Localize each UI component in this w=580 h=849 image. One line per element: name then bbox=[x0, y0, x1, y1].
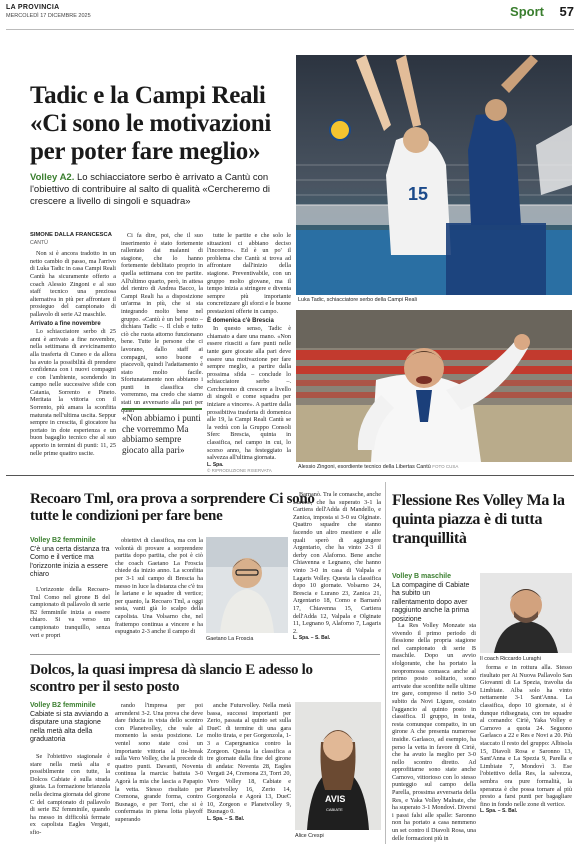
photo-alessio-zingoni bbox=[296, 310, 572, 462]
photo-caption-2 bbox=[298, 464, 570, 470]
main-signature: L. Spa. bbox=[207, 461, 224, 468]
dolcos-column-3-text: anche Futurvolley. Nella metà bassa, successi importanti per Zerio, passata al quinto set sulla DueC di termine di una gara molto tirata, e per Gorgonzola, 1-3 a Capergnanica contro la Zorgeon. Questa la classifica a tre giornate dalla fine del girone di andata: Noventa 28, Eagles Vergati 24, Cremona 23, Torri 20, Vero Volley 18, Cabiate e Planetvolley 16, Zerio 14, Gorgonzola e Agorà 13, DueC 10, Zorgeon e Planetvolley 9, Busnago 0. bbox=[207, 702, 291, 816]
main-column-3b-text: In questo senso, Tadic è chiamato a dare una mano. «Non essere riusciti a fare punti nelle tante gare giocate alla pari deve essere una motivazione per fare sempre meglio, a partire dalla prossima sfida – conclude lo schiacciatore serbo –. Cercheremo di crescere a livello di singoli e come squadra per iniziare a vincere». A partire dalla prossibitiva trasferta di domenica alle 19, la Campi Reali Cantù se la vedrà con la Gruppo Consoli Sferc Brescia, quinta in classifica, nel campo in cui, lo scorso anno, ha festeggiato la salvezza all'ultima giornata. bbox=[207, 325, 291, 462]
recoaro-column-3-text: Barnanò. Tra le comasche, anche Lurano, che ha superato 3-1 la Cartiera dell'Adda di Mandello, e Zanica, imposta si 3-0 su Olginate. Quattro squadre che stanno facendo un altro mestiere e alle quali sperò di aggiungere Argentario, che ha vinto 2-3 il derby con Alaforno. Bene anche Chiavenna e Legnano, che hanno vinto 3-0 in casa di Valpala e Lagaris Volley. Questa la classifica dopo 10 giornate. Volsarno 24, Brescia e Lurano 23, Zanica 21, Argentario 18, Como e Barnanò 17, Chiavenna 15, Cartiera dell'Adda 12, Valpala e Olginate 11, Legnano 9, Alaforno 7, Lagaris 2. bbox=[293, 491, 381, 635]
main-column-2 bbox=[121, 232, 203, 414]
recoaro-column-2-text: obiettivi di classifica, ma con la volontà di provare a sorprendere partita dopo partita, che poi è ciò che coach Gaetano La Froscia chiede da inizio anno. La sconfitta per 3-1 sul campo di Brescia ha messo in luce la distanza che c'è tra le lariane e le squadre di vertice; per quanto, la Recoaro Tml, a oggi sesta, vanti già lo scalpo della capolista. Una Volsarno che, nel frattempo continua a vincere e ha espugnato 2-3 anche il campo di bbox=[115, 537, 203, 636]
flessione-column-2-text: forma e in rottura alla. Stesso risultato per Ai Nuova Pallavolo San Giovanni di La Spezia, travolta da Limbiate. Alba solo ha vinto nettamente 3-1 Sant'Anna. La classifica, dopo 10 giornate, si è dunque ridisegnata, con tre squadre al comando: Ciriè, Yaka Volley e Carnovo a quota 24. Seguono Garlasco a 22 e Res e Novi a 20. Più staccato il resto del gruppo: Albisola 15, Diavoli Rosa e Saronno 13, Sant'Anna e La Spezia 9, Parella e Limbiate 7, Mondovì 3. Ese l'obiettivo della Res, la salvezza, sembra ora pure formalità, la speranza è che possa tornare al più presto a farsi punti per bagagliare fino in fondo nelle zone di vertice. bbox=[480, 664, 572, 808]
recoaro-standfirst bbox=[30, 537, 110, 580]
dolcos-column-2 bbox=[115, 702, 203, 845]
shirt-name: CABIATE bbox=[326, 807, 343, 812]
main-standfirst bbox=[30, 172, 300, 208]
flessione-column-1 bbox=[392, 622, 476, 844]
photo-caption-2-text: Alessio Zingoni, esordiente tecnico della Libertas Cantù bbox=[298, 464, 431, 470]
dolcos-column-1 bbox=[30, 753, 110, 845]
recoaro-photo-caption: Gaetano La Froscia bbox=[206, 636, 254, 642]
divider-dolcos bbox=[30, 654, 380, 655]
divider-main bbox=[6, 475, 574, 476]
main-kicker: Volley A2. bbox=[30, 172, 75, 183]
photo-caption-1: Luka Tadic, schiacciatore serbo della Campi Reali bbox=[298, 297, 417, 303]
main-subhead-2: È domenica c'è Brescia bbox=[207, 317, 274, 324]
pull-quote-text: «Non abbiamo i punti che vorremmo Ma abbiamo sempre giocato alla pari» bbox=[122, 413, 201, 455]
dolcos-kicker: Volley B2 femminile bbox=[30, 702, 96, 709]
main-column-2-text: Ci fa dire, poi, che il suo inserimento è stato fortemente rallentato dai malanni di stagione, che lo hanno fortemente debilitato proprio in quella settimana con tre partite. All'ultimo quarto, però, in attesa del rientro di Andrea Bacco, la Campi Reali ha a disposizione un'arma in più, che si sta integrando molto bene nel gruppo. «Cantù è un bel posto – dichiara Tadic –. Il club e tutto ciò che ruota attorno funzionano bene. Tutte le persone che ci lavorano, dallo staff ai compagni, sono buone e piacevoli, quindi l'adattamento è stato molto facile. Sfortunatamente non abbiamo i punti in classifica che vorremmo, ma credo che siamo stati un avversario alla pari per quasi bbox=[121, 232, 203, 414]
flessione-standfirst bbox=[392, 573, 474, 624]
recoaro-signature: L. Spa. – S. Bal. bbox=[293, 635, 331, 642]
recoaro-column-1-text: L'orizzonte della Recoaro-Tml Como nel girone B del campionato di pallavolo di serie B2 femminile inizia a essere chiaro. Si va verso un campionato tranquillo, senza veri e propri bbox=[30, 586, 110, 639]
pull-quote bbox=[122, 408, 202, 455]
page-number: 57 bbox=[559, 4, 574, 19]
flessione-column-2 bbox=[480, 664, 572, 844]
main-column-1 bbox=[30, 232, 116, 462]
recoaro-column-2 bbox=[115, 537, 203, 645]
newspaper-name: LA PROVINCIA bbox=[6, 4, 60, 11]
main-standfirst-text: Lo schiacciatore serbo è arrivato a Cantù con l'obiettivo di contribuire al salto di qualità «Cercheremo di crescere a livello di singoli e squadra» bbox=[30, 172, 270, 207]
dolcos-headline: Dolcos, la quasi impresa dà slancio E adesso lo scontro per il sesto posto bbox=[30, 662, 313, 695]
flessione-kicker: Volley B maschile bbox=[392, 573, 452, 580]
section-label: Sport bbox=[510, 4, 544, 19]
photo-gaetano-la-froscia bbox=[206, 537, 288, 633]
recoaro-headline: Recoaro Tml, ora prova a sorprendere Ci sono tutte le condizioni per fare bene bbox=[30, 491, 315, 524]
recoaro-standfirst-text: C'è una certa distanza tra Como e il vertice ma l'orizzonte inizia a essere chiaro bbox=[30, 545, 110, 578]
shirt-brand: AVIS bbox=[325, 794, 346, 804]
dolcos-photo-caption: Alice Crespi bbox=[295, 833, 324, 839]
dolcos-signature: L. Spa. – S. Bal. bbox=[207, 815, 245, 822]
main-column-3-text: tutte le partite e che solo le situazioni ci abbiano deciso l'incontro». Ed è un po' il problema che Cantù si trova ad affrontare dall'inizio della stagione. Preventivabile, con un gruppo molto giovane, ma il tempo inizia a stringere e diventa sempre più importante concretizzare gli sforzi e le buone prestazioni offerte in campo. bbox=[207, 232, 291, 315]
byline: SIMONE DALLA FRANCESCA bbox=[30, 232, 112, 238]
flessione-standfirst-text: La compagine di Cabiate ha subito un rallentamento dopo aver raggiunto anche la prima posizione bbox=[392, 581, 470, 623]
photo-credit-2: FOTO CUSA bbox=[432, 464, 459, 469]
main-headline: Tadic e la Campi Reali «Ci sono le motivazioni per poter fare meglio» bbox=[30, 82, 272, 165]
dolcos-column-3 bbox=[207, 702, 291, 845]
masthead bbox=[6, 4, 574, 30]
dolcos-standfirst-text: Cabiate si sta avviando a disputare una stagione nella metà alta della graduatoria bbox=[30, 710, 109, 743]
photo-riccardo-luraghi bbox=[480, 573, 572, 653]
main-column-1b-text: Lo schiacciatore serbo di 25 anni è arrivato a fine novembre, nella settimana di avvicinamento alla trasferta di Cuneo e da allora ha avuto la possibilità di prendere confidenza con i nuovi compagni e con l'ambiente, scendendo in campo nelle successive sfide con Catania, Sorrento e Pineto. Meritata la vittoria con il Sorrento, più amara la sconfitta maturata nell'ultima uscita. Seppur sempre in crescita, il giocatore ha portato in dote esperienza e un buon bagaglio tecnico che al suo apporto in termini di punti: 11, 25 nelle prime quattro uscite. bbox=[30, 328, 116, 457]
recoaro-column-1 bbox=[30, 586, 110, 648]
photo-alice-crespi bbox=[295, 702, 381, 830]
main-subhead-1: Arrivato a fine novembre bbox=[30, 320, 101, 327]
jersey-number: 15 bbox=[408, 184, 429, 204]
main-copyright: © RIPRODUZIONE RISERVATA bbox=[207, 468, 272, 473]
dolcos-standfirst bbox=[30, 702, 110, 745]
flessione-headline: Flessione Res Volley Ma la quinta piazza è di tutta tranquillità bbox=[392, 492, 565, 547]
dolcos-column-2-text: rando l'impresa per poi arrendersi 3-2. Una prova che deve dare fiducia in vista dello scontro con Planetvolley, che vale al momento la sesta posizione. Le ventel sono state così un importante vittoria al tie-break sulla Vero Volley, che la precede di quattro punti. Davanti, Noventa continua la marcia: battuta 3-0 Agorà la mia che lascia a Papapio la vetta. Stesso risultato per Cremona, grande forma, contro Busnago, e per Torri, che si è confermata in piena lotta playoff superando bbox=[115, 702, 203, 823]
flessione-photo-caption: Il coach Riccardo Luraghi bbox=[480, 656, 541, 662]
flessione-column-1-text: La Res Volley Monzate sta vivendo il primo periodo di flessione della propria stagione nel campionato di serie B maschile. Dopo un avvio sfolgorante, che ha portato la neopromossa comasca anche al primo posto solitario, sono arrivate due sconfitte nelle ultime tre gare, compreso il netto 3-0 subito da Novi Ligure, costato l'aggancio al quinto posto in classifica. Il gruppo, in testa, resta comunque compatto, in un girone A che presenta numerose insidie. Garlasco, ad esempio, ha perso la vetta in favore di Ciriè, che ha avuto la meglio per 3-0 nello scontro diretto. Ad approfittarne sono state anche Carnovo, vittorioso con lo stesso punteggio sul campo della Parella, prossima avversaria della Res, e Yaka Volley Malnate, che ha superato 3-1 Mondovì. Diversi i passi falsi alle spalle: Saronno non ha portato a casa nemmeno un set contro il Diavoli Rosa, una delle formazioni più in bbox=[392, 622, 476, 842]
dolcos-column-1-text: Se l'obiettivo stagionale è stare nella metà alta e possibilmente con tutte, la Dolcos Cabiate è sulla strada giusta. La formazione brianzola nella decima giornata del girone C del campionato di pallavolo di serie B2 femminile, quando ha messo in difficoltà fermate ex capolista Eagles Vergati, sfio- bbox=[30, 753, 110, 836]
issue-date: MERCOLEDÌ 17 DICEMBRE 2025 bbox=[6, 13, 91, 19]
recoaro-kicker: Volley B2 femminile bbox=[30, 537, 96, 544]
byline-location: CANTÙ bbox=[30, 239, 48, 246]
flessione-signature: L. Spa. – S. Bal. bbox=[480, 808, 518, 815]
photo-luka-tadic bbox=[296, 55, 572, 295]
recoaro-column-3 bbox=[293, 491, 381, 646]
main-column-1-text: Non si è ancora tradotto in un netto cambio di passo, ma l'arrivo di Luka Tadic in casa Campi Reali Cantù ha sicuramente offerto a coach Alessio Zingoni e al suo staff tecnico una preziosa alternativa in più per affrontare il prosieguo del campionato di pallavolo di serie A2 maschile. bbox=[30, 250, 116, 318]
main-column-3 bbox=[207, 232, 291, 468]
divider-vertical bbox=[385, 482, 386, 844]
